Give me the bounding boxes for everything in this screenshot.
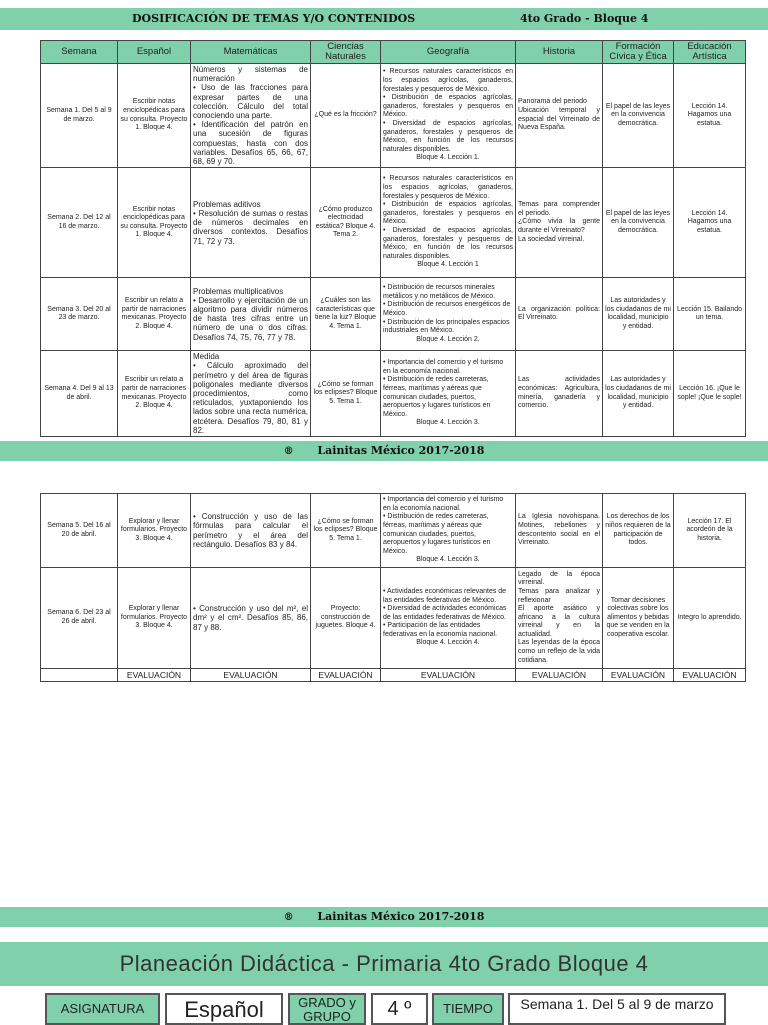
- civica-cell: El papel de las leyes en la convivencia democrática.: [603, 168, 674, 278]
- ciencias-cell: ¿Cómo se forman los eclipses? Bloque 5. Tema 1.: [311, 351, 381, 437]
- civica-cell: Los derechos de los niños requieren de la participación de todos.: [603, 494, 674, 568]
- ciencias-cell: Proyecto: construcción de juguetes. Bloque 4.: [311, 568, 381, 669]
- col-header-civica: Formación Cívica y Ética: [603, 41, 674, 64]
- evaluation-row: [41, 669, 746, 682]
- week-cell: Semana 3. Del 20 al 23 de marzo.: [41, 278, 118, 351]
- registered-icon: ®: [283, 912, 294, 923]
- planeacion-info-row: [0, 993, 768, 1025]
- col-header-geografia: Geografía: [381, 41, 516, 64]
- footer-text: Lainitas México 2017-2018: [317, 910, 485, 923]
- col-header-espanol: Español: [118, 41, 191, 64]
- planeacion-title: Planeación Didáctica - Primaria 4to Grado Bloque 4: [0, 942, 768, 986]
- matematicas-cell: • Construcción y uso de las fórmulas para calcular el perímetro y el área del rectángulo. Desafíos 83 y 84.: [191, 494, 311, 568]
- table-row: [41, 494, 746, 568]
- evaluation-cell: EVALUACIÓN: [311, 669, 381, 682]
- evaluation-cell: EVALUACIÓN: [381, 669, 516, 682]
- ciencias-cell: ¿Cómo se forman los eclipses? Bloque 5. Tema 1.: [311, 494, 381, 568]
- asignatura-label: ASIGNATURA: [45, 993, 160, 1025]
- document-title: DOSIFICACIÓN DE TEMAS Y/O CONTENIDOS: [132, 12, 416, 25]
- table-row: [41, 351, 746, 437]
- geografia-cell: • Recursos naturales característicos en los espacios agrícolas, ganaderos, forestales y pesqueros de México. • Distribución de espacios agrícolas, ganaderos, forestales y pesqueros en México. • Diversidad de espacios agrícolas, ganaderos, forestales y pesqueros de México, en función de los recursos naturales disponibles. Bloque 4. Lección 1.: [381, 64, 516, 168]
- historia-cell: Panorama del periodo Ubicación temporal y espacial del Virreinato de Nueva España.: [516, 64, 603, 168]
- tiempo-value: Semana 1. Del 5 al 9 de marzo: [508, 993, 726, 1025]
- week-cell: Semana 1. Del 5 al 9 de marzo.: [41, 64, 118, 168]
- table-row: [41, 168, 746, 278]
- civica-cell: El papel de las leyes en la convivencia democrática.: [603, 64, 674, 168]
- civica-cell: Las autoridades y los ciudadanos de mi localidad, municipio y entidad.: [603, 351, 674, 437]
- ciencias-cell: ¿Cómo produzco electricidad estática? Bloque 4. Tema 2.: [311, 168, 381, 278]
- table-row: [41, 568, 746, 669]
- week-cell: Semana 2. Del 12 al 16 de marzo.: [41, 168, 118, 278]
- artistica-cell: Lección 15. Bailando un tema.: [674, 278, 746, 351]
- geografia-cell: • Distribución de recursos minerales metálicos y no metálicos de México. • Distribución de recursos energéticos de México. • Distribución de los principales espacios industriales en México. Bloque 4. Lección 2.: [381, 278, 516, 351]
- footer-text: Lainitas México 2017-2018: [317, 444, 485, 457]
- ciencias-cell: ¿Cuáles son las características que tiene la luz? Bloque 4. Tema 1.: [311, 278, 381, 351]
- schedule-table-1: [40, 40, 746, 437]
- col-header-ciencias: Ciencias Naturales: [311, 41, 381, 64]
- footer-band: [0, 441, 768, 461]
- matematicas-cell: • Construcción y uso del m², el dm² y el cm². Desafíos 85, 86, 87 y 88.: [191, 568, 311, 669]
- artistica-cell: Lección 14. Hagamos una estatua.: [674, 168, 746, 278]
- footer-band: [0, 907, 768, 927]
- col-header-artistica: Educación Artística: [674, 41, 746, 64]
- matematicas-cell: Problemas multiplicativos • Desarrollo y ejercitación de un algoritmo para dividir números de hasta tres cifras entre un número de una o dos cifras. Desafíos 74, 75, 76, 77 y 78.: [191, 278, 311, 351]
- matematicas-cell: Medida • Cálculo aproximado del perímetro y del área de figuras poligonales mediante diversos procedimientos, como reticulados, yuxtaponiendo los lados sobre una recta numérica, etcétera. Desafíos 79, 80, 81 y 82.: [191, 351, 311, 437]
- evaluation-cell: EVALUACIÓN: [191, 669, 311, 682]
- espanol-cell: Escribir notas enciclopédicas para su consulta. Proyecto 1. Bloque 4.: [118, 168, 191, 278]
- table-row: [41, 278, 746, 351]
- registered-icon: ®: [283, 446, 294, 457]
- grado-label: GRADO y GRUPO: [288, 993, 366, 1025]
- col-header-matematicas: Matemáticas: [191, 41, 311, 64]
- artistica-cell: Integro lo aprendido.: [674, 568, 746, 669]
- week-cell: Semana 6. Del 23 al 26 de abril.: [41, 568, 118, 669]
- evaluation-cell: EVALUACIÓN: [516, 669, 603, 682]
- geografia-cell: • Actividades económicas relevantes de las entidades federativas de México. • Diversidad de actividades económicas de las entidades federativas de México. • Participación de las entidades federativas en la economía nacional. Bloque 4. Lección 4.: [381, 568, 516, 669]
- matematicas-cell: Problemas aditivos • Resolución de sumas o restas de números decimales en diversos contextos. Desafíos 71, 72 y 73.: [191, 168, 311, 278]
- evaluation-cell: EVALUACIÓN: [674, 669, 746, 682]
- historia-cell: La organización política: El Virreinato.: [516, 278, 603, 351]
- espanol-cell: Explorar y llenar formularios. Proyecto 3. Bloque 4.: [118, 494, 191, 568]
- col-header-semana: Semana: [41, 41, 118, 64]
- espanol-cell: Escribir notas enciclopédicas para su consulta. Proyecto 1. Bloque 4.: [118, 64, 191, 168]
- evaluation-empty-cell: [41, 669, 118, 682]
- historia-cell: Temas para comprender el periodo. ¿Cómo vivía la gente durante el Virreinato? La sociedad virreinal.: [516, 168, 603, 278]
- grade-label: 4to Grado - Bloque 4: [520, 12, 649, 25]
- geografia-cell: • Recursos naturales característicos en los espacios agrícolas, ganaderos, forestales y pesqueros de México. • Distribución de espacios agrícolas, ganaderos, forestales y pesqueros en México. • Diversidad de espacios agrícolas, ganaderos, forestales y pesqueros de México, en función de los recursos naturales disponibles. Bloque 4. Lección 1: [381, 168, 516, 278]
- artistica-cell: Lección 14. Hagamos una estatua.: [674, 64, 746, 168]
- col-header-historia: Historia: [516, 41, 603, 64]
- week-cell: Semana 4. Del 9 al 13 de abril.: [41, 351, 118, 437]
- matematicas-cell: Números y sistemas de numeración • Uso de las fracciones para expresar partes de una colección. Cálculo del total conociendo una parte. • Identificación del patrón en una sucesión de figuras compuestas, hasta con dos variables. Desafíos 65, 66, 67, 68, 69 y 70.: [191, 64, 311, 168]
- artistica-cell: Lección 17. El acordeón de la historia.: [674, 494, 746, 568]
- civica-cell: Las autoridades y los ciudadanos de mi localidad, municipio y entidad.: [603, 278, 674, 351]
- civica-cell: Tomar decisiones colectivas sobre los alimentos y bebidas que se venden en la cooperativa escolar.: [603, 568, 674, 669]
- geografia-cell: • Importancia del comercio y el turismo en la economía nacional. • Distribución de redes carreteras, férreas, marítimas y aéreas que comunican ciudades, puertos, aeropuertos y lugares turísticos en México. Bloque 4. Lección 3.: [381, 494, 516, 568]
- week-cell: Semana 5. Del 16 al 20 de abril.: [41, 494, 118, 568]
- grado-value: 4 º: [371, 993, 428, 1025]
- evaluation-cell: EVALUACIÓN: [118, 669, 191, 682]
- header-band: [0, 8, 768, 30]
- asignatura-value: Español: [165, 993, 283, 1025]
- geografia-cell: • Importancia del comercio y el turismo en la economía nacional. • Distribución de redes carreteras, férreas, marítimas y aéreas que comunican ciudades, puertos, aeropuertos y lugares turísticos en México. Bloque 4. Lección 3.: [381, 351, 516, 437]
- espanol-cell: Explorar y llenar formularios. Proyecto 3. Bloque 4.: [118, 568, 191, 669]
- schedule-table-2: [40, 493, 746, 682]
- evaluation-cell: EVALUACIÓN: [603, 669, 674, 682]
- tiempo-label: TIEMPO: [432, 993, 504, 1025]
- artistica-cell: Lección 16. ¡Que le sople! ¡Que le sople!: [674, 351, 746, 437]
- espanol-cell: Escribir un relato a partir de narraciones mexicanas. Proyecto 2. Bloque 4.: [118, 278, 191, 351]
- espanol-cell: Escribir un relato a partir de narraciones mexicanas. Proyecto 2. Bloque 4.: [118, 351, 191, 437]
- historia-cell: Las actividades económicas: Agricultura, minería, ganadería y comercio.: [516, 351, 603, 437]
- ciencias-cell: ¿Qué es la fricción?: [311, 64, 381, 168]
- historia-cell: La Iglesia novohispana. Motines, rebeliones y descontento social en el Virreinato.: [516, 494, 603, 568]
- table-row: [41, 64, 746, 168]
- historia-cell: Legado de la época virreinal. Temas para analizar y reflexionar El aporte asiático y africano a la cultura virreinal y en la actualidad. Las leyendas de la época como un reflejo de la vida cotidiana.: [516, 568, 603, 669]
